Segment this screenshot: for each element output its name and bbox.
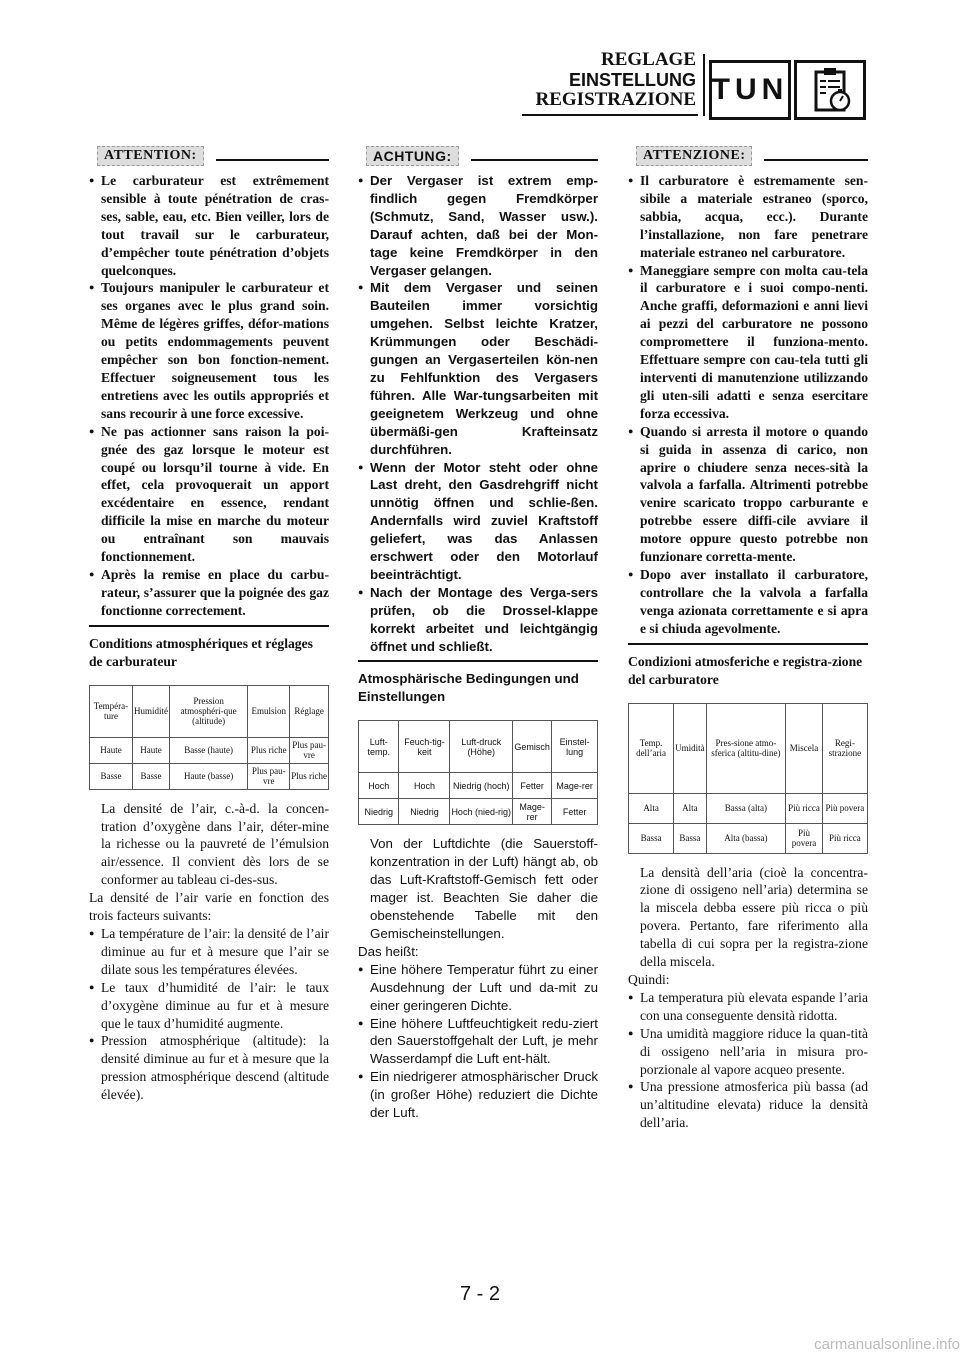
subheading: Condizioni atmosferiche e registra-zione del carburatore [628, 653, 863, 687]
table-header-cell: Emulsion [248, 685, 290, 737]
table-cell: Haute [90, 737, 133, 763]
table-cell: Hoch (nied-rig) [450, 799, 513, 825]
table-header-cell: Feuch-tig-keit [399, 721, 450, 773]
table-cell: Più povera [786, 823, 823, 853]
table-cell: Niedrig [399, 799, 450, 825]
table-header-cell: Gemisch [512, 721, 551, 773]
table-cell: Plus pau-vre [248, 763, 290, 789]
factor-item: ● Ein niedrigerer atmosphärischer Druck (in großer Höhe) reduziert die Dichte der Luft. [358, 1068, 598, 1122]
section-code-box [709, 60, 791, 120]
table-cell: Alta [674, 793, 707, 823]
header-divider [703, 54, 705, 116]
table-cell: Fetter [512, 773, 551, 799]
table-cell: Haute (basse) [169, 763, 247, 789]
table-header-cell: Luft-druck (Höhe) [450, 721, 513, 773]
paragraph: Das heißt: [358, 943, 419, 959]
table-cell: Plus riche [248, 737, 290, 763]
column-french [89, 146, 329, 1104]
table-cell: Hoch [359, 773, 399, 799]
factor-item: ● La temperatura più elevata espande l’aria con una conseguente densità ridotta. [628, 989, 868, 1025]
table-cell: Plus riche [290, 763, 329, 789]
table-cell: Plus pau-vre [290, 737, 329, 763]
warning-list [628, 172, 868, 638]
warning-item: ● Après la remise en place du carbu-rateur, s’assurer que la poignée des gaz fonctionne correctement. [89, 566, 329, 620]
warning-list [89, 172, 329, 620]
factor-list [89, 925, 329, 1104]
warning-list [358, 172, 598, 655]
section-divider [358, 660, 598, 662]
table-row [90, 737, 329, 763]
warning-label: ATTENTION: [97, 146, 204, 166]
table-header-cell: Humidité [132, 685, 169, 737]
table-header-cell: Temp. dell’aria [629, 703, 674, 793]
factor-item: ● La température de l’air: la densité de l’air diminue au fur et à mesure que l’air se dilate sous les températures élevées. [89, 925, 329, 979]
paragraph: La densité de l’air, c.-à-d. la concen-tration d’oxygène dans l’air, déter-mine la richesse ou la pauvreté de l’émulsion air/essence. Il convient dès lors de se conformer au tableau ci-des-sus. [101, 800, 329, 888]
table-row [629, 793, 868, 823]
section-divider [628, 643, 868, 645]
table-header-cell: Einstel-lung [552, 721, 598, 773]
factor-item: ● Eine höhere Luftfeuchtigkeit redu-ziert den Sauerstoffgehalt der Luft, je mehr Wasserdampf die Luft ent-hält. [358, 1015, 598, 1069]
table-cell: Basse [132, 763, 169, 789]
header-title-de: EINSTELLUNG [568, 70, 696, 90]
header-underline [522, 114, 698, 116]
factor-item: ● Eine höhere Temperatur führt zu einer Ausdehnung der Luft und da-mit zu einer geringeren Dichte. [358, 961, 598, 1015]
table-header-row [90, 685, 329, 737]
page-number: 7 - 2 [459, 1283, 501, 1305]
paragraph: La densità dell’aria (cioè la concentra-zione di ossigeno nell’aria) determina se la miscela debba essere più ricca o più povera. Pertanto, fare riferimento alla tabella di cui sopra per la registra-zione della miscela. [640, 864, 868, 970]
header-title-fr: REGLAGE [600, 49, 696, 70]
factor-item: ● Una pressione atmosferica più bassa (ad un’altitudine elevata) riduce la densità dell’aria. [628, 1078, 868, 1132]
table-cell: Niedrig (hoch) [450, 773, 513, 799]
table-cell: Più povera [822, 793, 867, 823]
warning-item: ● Dopo aver installato il carburatore, controllare che la valvola a farfalla venga azionata correttamente e si apra e si chiuda agevolmente. [628, 566, 868, 638]
warning-label: ATTENZIONE: [636, 146, 752, 166]
warning-item: ● Maneggiare sempre con molta cau-tela il carburatore e i suoi compo-nenti. Anche graffi, deformazioni e anni lievi ai pezzi del carburatore ne possono compromettere il funziona-mento. Effettuare sempre con cau-tela tutti gli interventi di manutenzione utilizzando gli uten-sili adatti e senza esercitare forza eccessiva. [628, 262, 868, 423]
table-header-cell: Luft-temp. [359, 721, 399, 773]
paragraph: Quindi: [628, 972, 670, 987]
warning-item: ● Le carburateur est extrêmement sensible à toute pénétration de cras-ses, sable, eau, etc. Bien veiller, lors de tout travail sur le carburateur, d’empêcher toute pénétration d’objets quelconques. [89, 172, 329, 279]
section-code: TUN [711, 73, 789, 106]
table-cell: Alta [629, 793, 674, 823]
factor-list [628, 989, 868, 1132]
table-header-cell: Réglage [290, 685, 329, 737]
warning-item: ● Quando si arresta il motore o quando si guida in assenza di carico, non aprire o chiudere senza neces-sità la valvola a farfalla. Altrimenti potrebbe venire scaricato troppo carburante e potrebbe essere diffi-cile avviare il motore oppure questo potrebbe non funzionare corretta-mente. [628, 423, 868, 566]
paragraph: La densité de l’air varie en fonction des trois facteurs suivants: [89, 890, 329, 924]
table-header-row [629, 703, 868, 793]
warning-item: ● Ne pas actionner sans raison la poi-gnée des gaz lorsque le moteur est coupé ou lorsqu’il tourne à vide. En effet, cela provoquerait un apport excédentaire en essence, rendant difficile la mise en marche du moteur ou entraînant son mauvais fonctionnement. [89, 423, 329, 566]
column-german [358, 146, 598, 1122]
table-cell: Haute [132, 737, 169, 763]
watermark: carmanualsonline.info [814, 1336, 960, 1353]
table-cell: Mage-rer [552, 773, 598, 799]
table-cell: Più ricca [786, 793, 823, 823]
table-cell: Hoch [399, 773, 450, 799]
warning-rule [216, 159, 329, 161]
table-cell: Bassa (alta) [706, 793, 786, 823]
warning-item: ● Wenn der Motor steht oder ohne Last dreht, den Gasdrehgriff nicht unnötig öffnen und schlie-ßen. Andernfalls wird zuviel Kraftstoff geliefert, was das Anlassen erschwert oder den Motorlauf beeinträchtigt. [358, 459, 598, 584]
table-cell: Basse [90, 763, 133, 789]
warning-item: ● Il carburatore è estremamente sen-sibile a materiale estraneo (sporco, sabbia, acqua, ecc.). Durante l’installazione, non fare penetrare materiale estraneo nel carburatore. [628, 172, 868, 262]
table-row [629, 823, 868, 853]
factor-list [358, 961, 598, 1122]
factor-item: ● Le taux d’humidité de l’air: le taux d’oxygène diminue au fur et à mesure que le taux d’humidité augmente. [89, 979, 329, 1033]
header-title-it: REGISTRAZIONE [535, 89, 696, 110]
warning-rule [471, 159, 598, 161]
subheading: Atmosphärische Bedingungen und Einstellungen [358, 671, 579, 705]
table-header-cell: Umidità [674, 703, 707, 793]
table-header-cell: Regi-strazione [822, 703, 867, 793]
table-header-cell: Pression atmosphéri-que (altitude) [169, 685, 247, 737]
factor-item: ● Una umidità maggiore riduce la quan-tità di ossigeno nell’aria in misura pro-porzionale al vapore acqueo presente. [628, 1025, 868, 1079]
warning-item: ● Toujours manipuler le carburateur et ses organes avec le plus grand soin. Même de légères griffes, défor-mations ou petits endommagements peuvent empêcher son bon fonction-nement. Effectuer soigneusement tous les entretiens avec les outils appropriés et sans recourir à une force excessive. [89, 279, 329, 422]
clipboard-stopwatch-icon [794, 60, 866, 120]
warning-item: ● Der Vergaser ist extrem emp-findlich gegen Fremdkörper (Schmutz, Sand, Wasser usw.). Darauf achten, daß bei der Mon-tage keine Fremdkörper in den Vergaser gelangen. [358, 172, 598, 279]
table-cell: Niedrig [359, 799, 399, 825]
conditions-table [628, 703, 868, 854]
paragraph: Von der Luftdichte (die Sauerstoff-konzentration in der Luft) hängt ab, ob das Luft-Kraftstoff-Gemisch fett oder mager ist. Beachten Sie daher die obenstehende Tabelle mit den Gemischeinstellungen. [370, 836, 598, 941]
warning-rule [764, 159, 868, 161]
table-row [359, 799, 598, 825]
column-italian [628, 146, 868, 1132]
section-header [520, 50, 696, 110]
table-header-cell: Miscela [786, 703, 823, 793]
conditions-table [358, 720, 598, 825]
table-cell: Alta (bassa) [706, 823, 786, 853]
table-header-row [359, 721, 598, 773]
table-cell: Bassa [629, 823, 674, 853]
table-row [90, 763, 329, 789]
warning-item: ● Nach der Montage des Verga-sers prüfen, ob die Drossel-klappe korrekt arbeitet und leichtgängig öffnet und schließt. [358, 584, 598, 656]
warning-item: ● Mit dem Vergaser und seinen Bauteilen immer vorsichtig umgehen. Selbst leichte Kratzer, Krümmungen oder Beschädi-gungen an Vergaserteilen kön-nen zu Fehlfunktion des Vergasers führen. Alle War-tungsarbeiten mit geeignetem Werkzeug und ohne übermäßi-gen Krafteinsatz durchführen. [358, 279, 598, 458]
table-row [359, 773, 598, 799]
warning-header [636, 146, 868, 166]
conditions-table [89, 685, 329, 790]
table-cell: Bassa [674, 823, 707, 853]
table-header-cell: Tempéra-ture [90, 685, 133, 737]
table-header-cell: Pres-sione atmo-sferica (altitu-dine) [706, 703, 786, 793]
section-divider [89, 625, 329, 627]
table-cell: Mage-rer [512, 799, 551, 825]
warning-header [97, 146, 329, 166]
warning-label: ACHTUNG: [366, 146, 459, 166]
factor-item: ● Pression atmosphérique (altitude): la densité diminue au fur et à mesure que la pression atmosphérique descend (altitude élevée). [89, 1032, 329, 1104]
table-cell: Più ricca [822, 823, 867, 853]
table-cell: Basse (haute) [169, 737, 247, 763]
subheading: Conditions atmosphériques et réglages de carburateur [89, 635, 313, 669]
table-cell: Fetter [552, 799, 598, 825]
warning-header [366, 146, 598, 166]
